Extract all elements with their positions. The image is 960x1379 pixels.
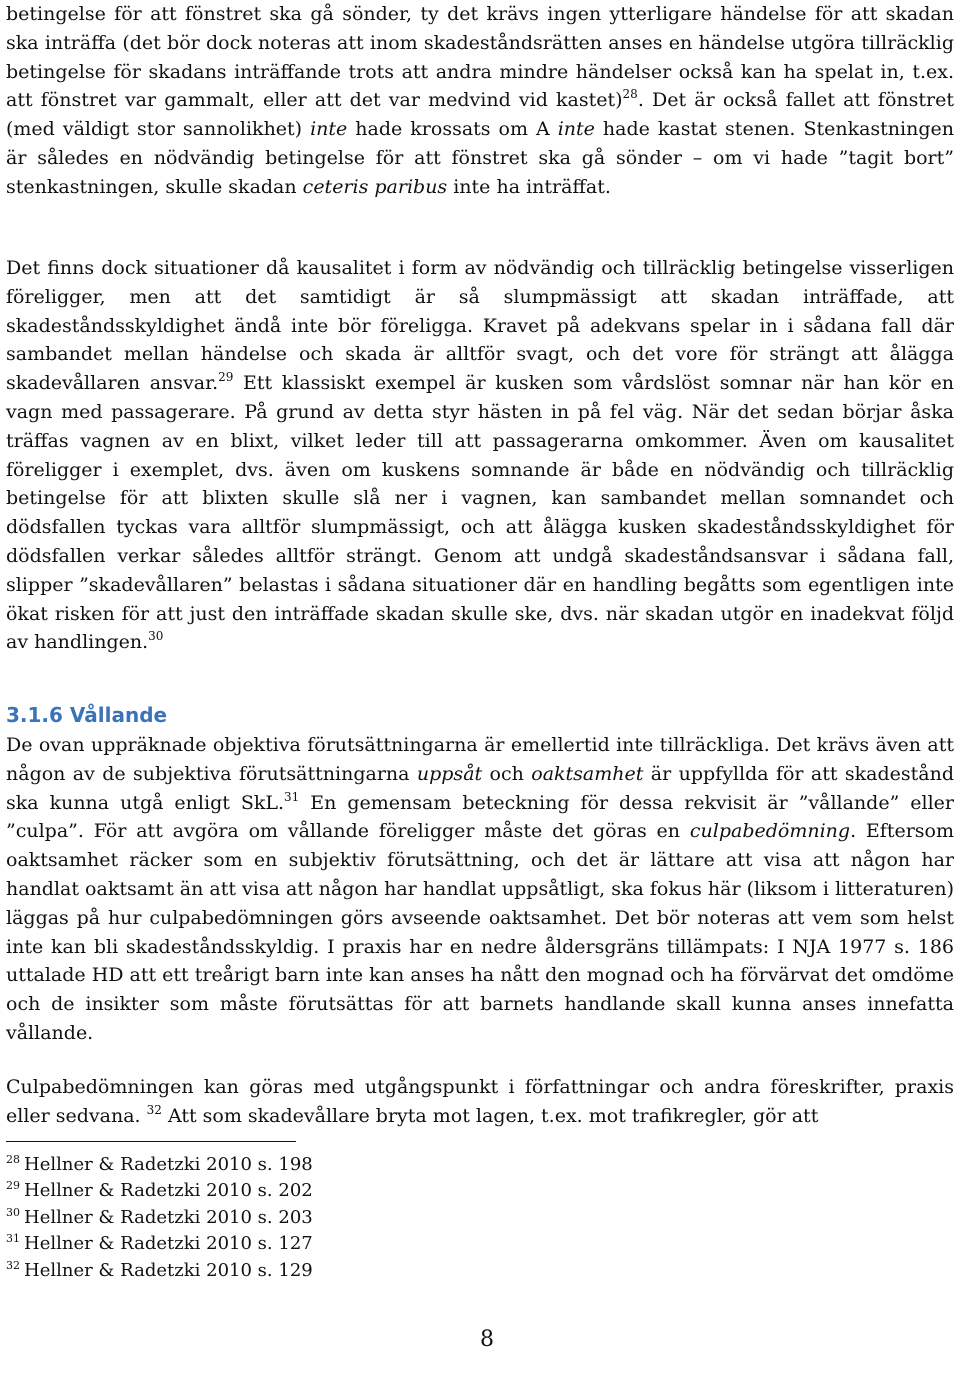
footnote-number: 32 (6, 1258, 20, 1272)
section-heading: 3.1.6 Vållande (6, 703, 168, 727)
paragraph-text: Att som skadevållare bryta mot lagen, t.ex. mot trafikregler, gör att (161, 1104, 819, 1127)
paragraph-text: Det finns dock situationer då kausalitet i form av nödvändig och tillräcklig betingelse visserligen föreligger, men att det samtidigt är så slumpmässigt att skadan inträffade, att skadeståndsskyldighet ändå inte bör föreligga. Kravet på adekvans spelar in i sådana fall där sambandet mellan händelse och skada är alltför svagt, och det vore för strängt att ålägga skadevållaren ansvar. (6, 257, 954, 395)
footnote-reference[interactable]: 29 (218, 370, 234, 385)
paragraph-text: En gemensam beteckning för dessa rekvisit är ”vållande” eller ”culpa”. För att avgöra om vållande föreligger måste det göras en (6, 791, 955, 843)
footnote-item (6, 1178, 313, 1204)
body-paragraph (6, 0, 954, 202)
footnote-reference[interactable]: 32 (146, 1102, 162, 1117)
paragraph-text: . Eftersom oaktsamhet räcker som en subjektiv förutsättning, och det är lättare att visa att någon har handlat oaktsamt än att visa att någon har handlat uppsåtligt, ska fokus här (liksom i litteraturen) läggas på hur culpabedömningen görs avseende oaktsamhet. Det bör noteras att vem som helst inte kan bli skadeståndsskyldig. I praxis har en nedre åldersgräns tillämpats: I NJA 1977 s. 186 uttalade HD att ett treårigt barn inte kan anses ha nått den mognad och ha förvärvat det omdöme och de insikter som måste förutsättas för att barnets handlande skall kunna anses innefatta vållande. (6, 820, 955, 1044)
footnote-item (6, 1258, 313, 1284)
paragraph-text: Ett klassiskt exempel är kusken som vårdslöst somnar när han kör en vagn med passagerare. På grund av detta styr hästen in på fel väg. När det sedan börjar åska träffas vagnen av en blixt, vilket leder till att passagerarna omkommer. Även om kausalitet föreligger i exemplet, dvs. även om kuskens somnande är både en nödvändig och tillräcklig betingelse för att blixten skulle slå ner i vagnen, kan sambandet mellan somnandet och dödsfallen tyckas vara alltför slumpmässigt, och att ålägga kusken skadeståndsskyldighet för dödsfallen verkar således alltför strängt. Genom att undgå skadeståndsansvar i sådana fall, slipper ”skadevållaren” belastas i sådana situationer där en handling begåtts som egentligen inte ökat risken för att just den inträffade skadan skulle ske, dvs. när skadan utgör en inadekvat följd av handlingen. (6, 372, 954, 654)
footnote-item (6, 1205, 313, 1231)
emphasis-text: inte (557, 118, 595, 141)
footnote-list (6, 1152, 313, 1284)
footnote-text: Hellner & Radetzki 2010 s. 203 (24, 1206, 313, 1228)
emphasis-text: oaktsamhet (531, 762, 644, 785)
footnote-number: 28 (6, 1153, 20, 1166)
body-paragraph (6, 1073, 954, 1131)
body-paragraph (6, 254, 954, 657)
paragraph-text: De ovan uppräknade objektiva förutsättningarna är emellertid inte tillräckliga. Det krävs även att någon av de subjektiva förutsättningarna (6, 734, 954, 785)
footnote-separator (6, 1141, 296, 1142)
footnote-text: Hellner & Radetzki 2010 s. 202 (24, 1180, 313, 1202)
page-number: 8 (480, 1327, 494, 1352)
emphasis-text: ceteris paribus (302, 175, 448, 198)
emphasis-text: uppsåt (416, 762, 483, 785)
emphasis-text: culpabedömning (689, 820, 851, 843)
footnote-item (6, 1231, 313, 1257)
footnote-reference[interactable]: 28 (622, 87, 638, 102)
footnote-text: Hellner & Radetzki 2010 s. 129 (24, 1259, 313, 1281)
footnote-number: 30 (6, 1205, 20, 1219)
footnote-reference[interactable]: 30 (148, 629, 164, 644)
paragraph-text: och (482, 762, 532, 785)
paragraph-text: är uppfyllda för att skadestånd ska kunna utgå enligt SkL. (6, 762, 955, 814)
footnote-reference[interactable]: 31 (284, 789, 300, 804)
footnote-item (6, 1152, 313, 1178)
paragraph-text: . Det är också fallet att fönstret (med väldigt stor sannolikhet) (6, 89, 954, 141)
body-paragraph (6, 731, 954, 1048)
footnote-text: Hellner & Radetzki 2010 s. 127 (24, 1233, 313, 1255)
footnote-number: 31 (6, 1232, 20, 1246)
footnote-text: Hellner & Radetzki 2010 s. 198 (24, 1154, 313, 1175)
emphasis-text: inte (310, 118, 348, 141)
paragraph-text: betingelse för att fönstret ska gå sönder, ty det krävs ingen ytterligare händelse för att skadan ska inträffa (det bör dock noteras att inom skadeståndsrätten anses en händelse utgöra tillräcklig betingelse för skadans inträffande trots att andra mindre händelser också kan ha spelat in, t.ex. att fönstret var gammalt, eller att det var medvind vid kastet) (6, 3, 954, 112)
paragraph-text: inte ha inträffat. (447, 175, 611, 198)
paragraph-text: Culpabedömningen kan göras med utgångspunkt i författningar och andra föreskrifter, praxis eller sedvana. (6, 1076, 954, 1127)
footnote-number: 29 (6, 1179, 20, 1193)
paragraph-text: hade krossats om A (347, 118, 558, 141)
paragraph-text: hade kastat stenen. Stenkastningen är således en nödvändig betingelse för att fönstret ska gå sönder – om vi hade ”tagit bort” stenkastningen, skulle skadan (6, 118, 954, 198)
